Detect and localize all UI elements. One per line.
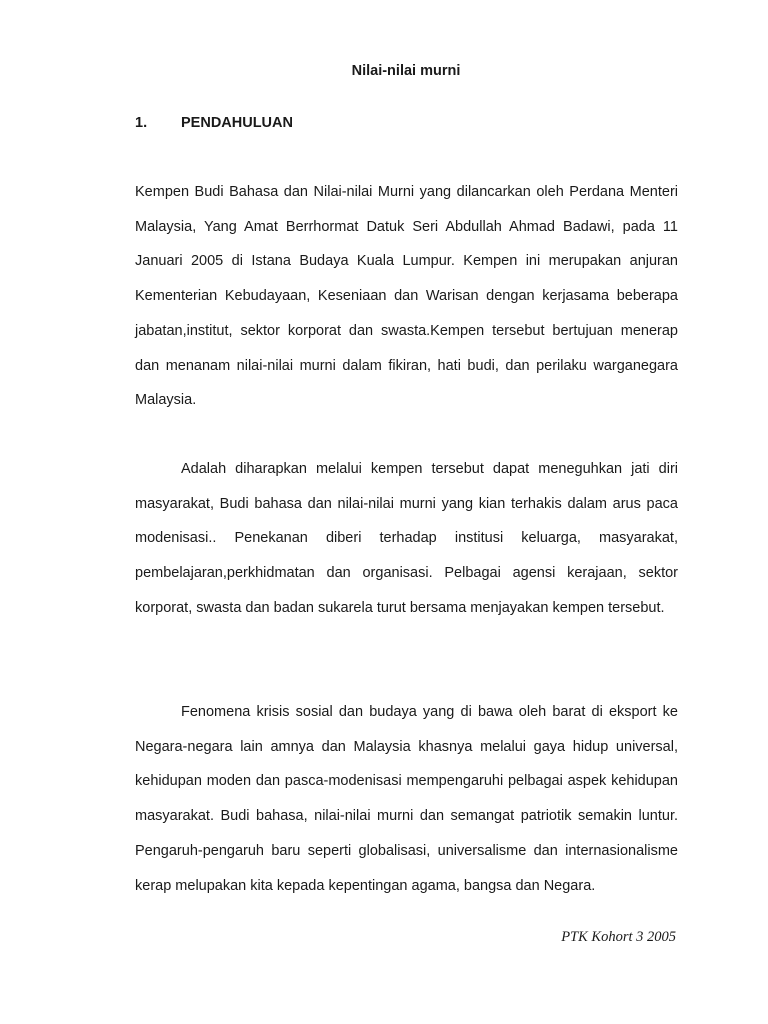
paragraph-3: Fenomena krisis sosial dan budaya yang di bawa oleh barat di eksport ke Negara-negara lain amnya dan Malaysia khasnya melalui gaya hidup universal, kehidupan moden dan pasca-modenisasi mempengaruhi pelbagai aspek kehidupan masyarakat. Budi bahasa, nilai-nilai murni dan semangat patriotik semakin luntur. Pengaruh-pengaruh baru seperti globalisasi, universalisme dan internasionalisme kerap melupakan kita kepada kepentingan agama, bangsa dan Negara. — [135, 704, 678, 894]
section-heading — [135, 115, 293, 131]
section-number: 1. — [135, 115, 148, 131]
document-title: Nilai-nilai murni — [351, 63, 461, 79]
paragraph-1: Kempen Budi Bahasa dan Nilai-nilai Murni yang dilancarkan oleh Perdana Menteri Malaysia, Yang Amat Berrhormat Datuk Seri Abdullah Ahmad Badawi, pada 11 Januari 2005 di Istana Budaya Kuala Lumpur. Kempen ini merupakan anjuran Kementerian Kebudayaan, Keseniaan dan Warisan dengan kerjasama beberapa jabatan,institut, sektor korporat dan swasta.Kempen tersebut bertujuan menerap dan menanam nilai-nilai murni dalam fikiran, hati budi, dan perilaku warganegara Malaysia. — [135, 184, 678, 409]
section-heading-text: PENDAHULUAN — [181, 115, 293, 131]
page-footer: PTK Kohort 3 2005 — [561, 929, 676, 945]
paragraph-2: Adalah diharapkan melalui kempen tersebut dapat meneguhkan jati diri masyarakat, Budi bahasa dan nilai-nilai murni yang kian terhakis dalam arus paca modenisasi.. Penekanan diberi terhadap institusi keluarga, masyarakat, pembelajaran,perkhidmatan dan organisasi. Pelbagai agensi kerajaan, sektor korporat, swasta dan badan sukarela turut bersama menjayakan kempen tersebut. — [135, 461, 678, 616]
